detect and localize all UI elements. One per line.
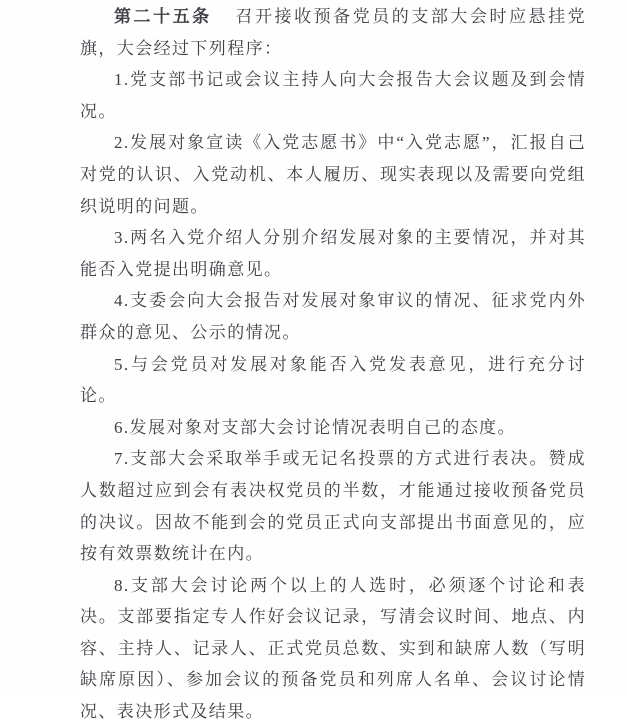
article-lead-text: 召开接收预备党员的支部大会时应悬挂党旗，大会经过下列程序： [80, 7, 587, 58]
article-heading-paragraph [80, 1, 586, 64]
procedure-item-6: 6.发展对象对支部大会讨论情况表明自己的态度。 [114, 417, 516, 437]
procedure-item-1: 1.党支部书记或会议主持人向大会报告大会议题及到会情况。 [80, 70, 586, 121]
procedure-item-2: 2.发展对象宣读《入党志愿书》中“入党志愿”，汇报自己对党的认识、入党动机、本人履历、现实表现以及需要向党组织说明的问题。 [80, 133, 586, 216]
procedure-item-8: 8.支部大会讨论两个以上的人选时，必须逐个讨论和表决。支部要指定专人作好会议记录，写清会议时间、地点、内容、主持人、记录人、正式党员总数、实到和缺席人数（写明缺席原因）、参加会议的预备党员和列席人名单、会议讨论情况、表决形式及结果。 [80, 575, 586, 722]
article-number: 第二十五条 [114, 7, 212, 26]
article-body [80, 1, 586, 728]
procedure-item-7: 7.支部大会采取举手或无记名投票的方式进行表决。赞成人数超过应到会有表决权党员的半数，才能通过接收预备党员的决议。因故不能到会的党员正式向支部提出书面意见的，应按有效票数统计在内。 [80, 449, 586, 564]
procedure-item-3: 3.两名入党介绍人分别介绍发展对象的主要情况，并对其能否入党提出明确意见。 [80, 228, 586, 279]
procedure-item-4: 4.支委会向大会报告对发展对象审议的情况、征求党内外群众的意见、公示的情况。 [80, 291, 586, 342]
procedure-item-5: 5.与会党员对发展对象能否入党发表意见，进行充分讨论。 [80, 354, 586, 406]
